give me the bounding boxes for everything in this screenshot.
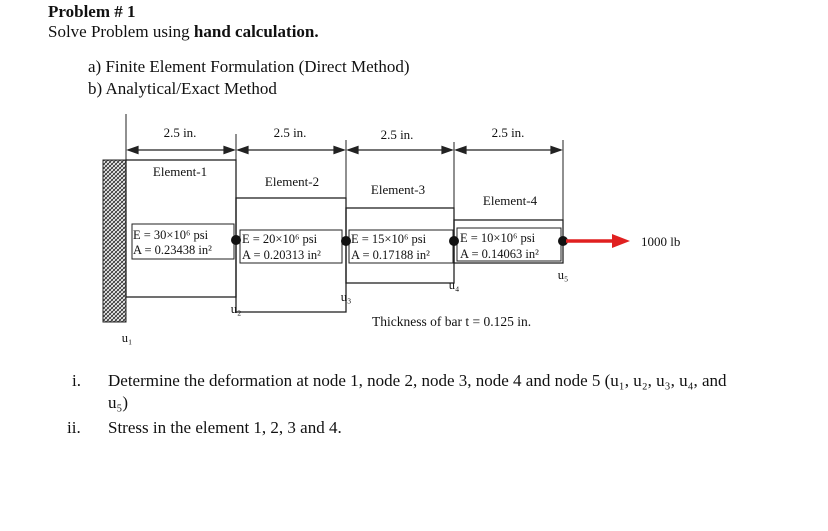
method-a: a) Finite Element Formulation (Direct Method) — [88, 57, 410, 76]
question-2-number: ii. — [67, 418, 81, 437]
length-label-2: 2.5 in. — [273, 125, 307, 140]
element-4-A: A = 0.14063 in² — [460, 247, 539, 261]
length-label-3: 2.5 in. — [380, 127, 414, 142]
element-4-E: E = 10×10⁶ psi — [460, 231, 536, 245]
length-label-1: 2.5 in. — [163, 125, 197, 140]
fixed-wall — [103, 160, 126, 322]
element-label-4: Element-4 — [482, 193, 538, 208]
thickness-note: Thickness of bar t = 0.125 in. — [372, 314, 532, 329]
element-2-E: E = 20×10⁶ psi — [242, 232, 318, 246]
method-b: b) Analytical/Exact Method — [88, 79, 277, 98]
node-label-u1: u₁ — [121, 331, 133, 345]
question-1-text-cont: u₅) — [108, 393, 129, 412]
element-1-A: A = 0.23438 in² — [133, 243, 212, 257]
element-3-E: E = 15×10⁶ psi — [351, 232, 427, 246]
question-1-text: Determine the deformation at node 1, node 2, node 3, node 4 and node 5 (u₁, u₂, u₃, u₄, and — [108, 371, 727, 390]
node-2-dot — [231, 235, 241, 245]
element-label-3: Element-3 — [370, 182, 426, 197]
node-label-u5: u₅ — [557, 268, 569, 282]
element-3-A: A = 0.17188 in² — [351, 248, 430, 262]
length-label-4: 2.5 in. — [491, 125, 525, 140]
load-arrow-head — [612, 234, 630, 248]
element-1-E: E = 30×10⁶ psi — [133, 228, 209, 242]
node-label-u3: u₃ — [340, 290, 352, 304]
subtitle-prefix: Solve Problem using — [48, 22, 194, 41]
question-2-text: Stress in the element 1, 2, 3 and 4. — [108, 418, 342, 437]
node-3-dot — [341, 236, 351, 246]
element-label-2: Element-2 — [264, 174, 320, 189]
node-4-dot — [449, 236, 459, 246]
node-label-u2: u₂ — [230, 302, 242, 316]
problem-title: Problem # 1 — [48, 2, 136, 21]
node-label-u4: u₄ — [448, 278, 460, 292]
question-1-number: i. — [72, 371, 81, 390]
element-2-A: A = 0.20313 in² — [242, 248, 321, 262]
subtitle-bold: hand calculation. — [193, 22, 319, 41]
dimension-arrows — [128, 147, 561, 154]
element-label-1: Element-1 — [152, 164, 208, 179]
load-label: 1000 lb — [641, 234, 681, 249]
